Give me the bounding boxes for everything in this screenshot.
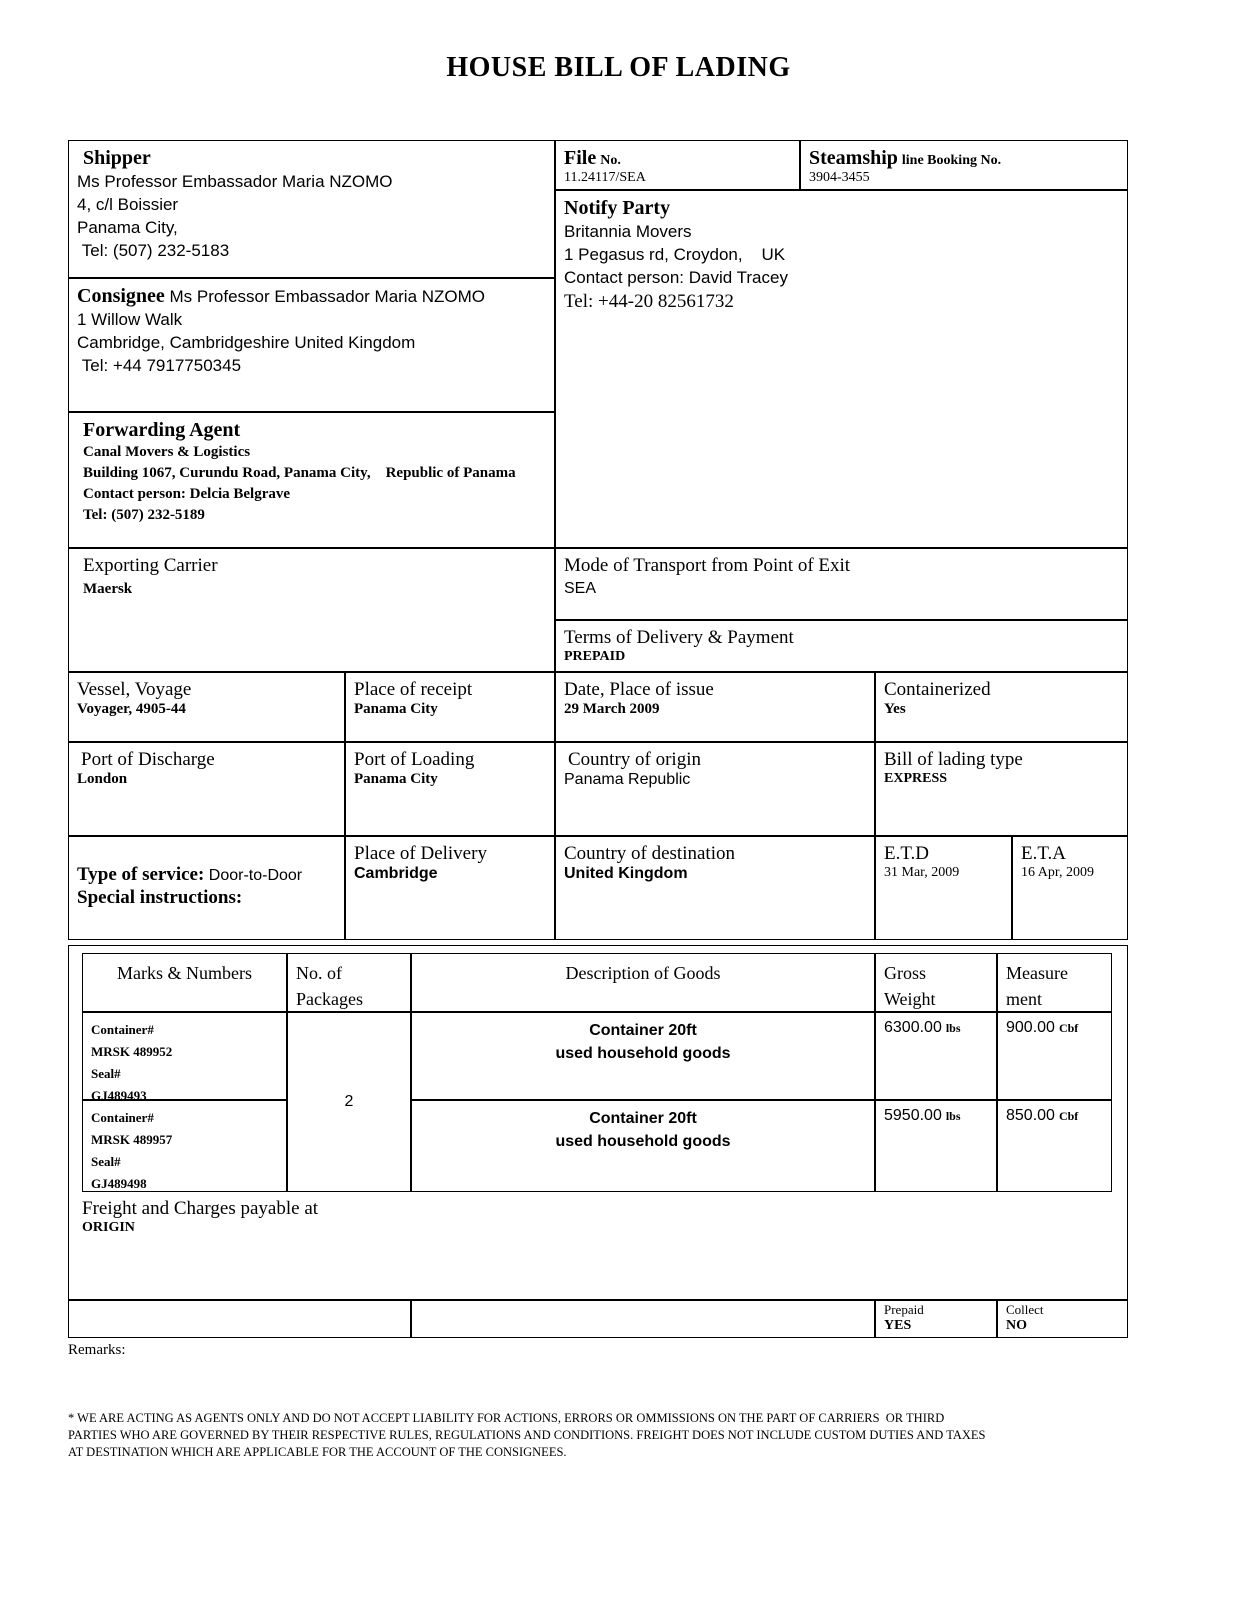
gross-weight-value: 5950.00 (884, 1107, 942, 1124)
notify-party-label: Notify Party (564, 197, 671, 219)
goods-packages-cell (287, 1012, 411, 1192)
consignee-line: Tel: +44 7917750345 (77, 356, 242, 375)
goods-packages-total: 2 (344, 1093, 354, 1110)
measurement-unit: Cbf (1058, 1021, 1079, 1035)
mode-of-transport-label: Mode of Transport from Point of Exit (564, 555, 851, 576)
marks-line: GJ489493 (91, 1088, 147, 1100)
disclaimer-block (68, 1410, 1168, 1461)
shipper-label: Shipper (83, 147, 151, 169)
goods-header-packages-line: Packages (296, 989, 363, 1009)
vessel-voyage-cell (68, 672, 345, 742)
goods-row1-measurement (997, 1012, 1112, 1100)
page-title: HOUSE BILL OF LADING (446, 52, 791, 83)
forwarding-agent-label: Forwarding Agent (83, 419, 241, 441)
goods-header-gross (875, 953, 997, 1012)
file-no-cell (555, 140, 800, 190)
country-of-destination-label: Country of destination (564, 843, 735, 864)
marks-line: Container# (91, 1022, 154, 1037)
mode-of-transport-cell (555, 548, 1128, 620)
freight-payable-value: ORIGIN (82, 1220, 135, 1235)
shipper-line: Ms Professor Embassador Maria NZOMO (77, 172, 393, 191)
mode-of-transport-value: SEA (564, 580, 597, 597)
bottom-row-empty-cell (411, 1300, 875, 1338)
country-of-destination-cell (555, 836, 875, 940)
goods-header-gross-line: Gross (884, 963, 927, 983)
notify-party-line: 1 Pegasus rd, Croydon, UK (564, 245, 786, 264)
bill-of-lading-type-value: EXPRESS (884, 771, 948, 786)
goods-header-marks (82, 953, 287, 1012)
eta-cell (1012, 836, 1128, 940)
consignee-cell (68, 278, 555, 412)
bottom-row-empty-cell (68, 1300, 411, 1338)
forwarding-agent-line: Contact person: Delcia Belgrave (83, 486, 291, 502)
notify-party-tel: Tel: +44-20 82561732 (564, 291, 734, 312)
prepaid-value: YES (884, 1318, 912, 1333)
port-of-loading-label: Port of Loading (354, 749, 475, 770)
steamship-label-small: line Booking No. (901, 153, 1002, 168)
place-of-receipt-label: Place of receipt (354, 679, 473, 700)
goods-header-marks-label: Marks & Numbers (117, 963, 252, 983)
country-of-origin-label: Country of origin (568, 749, 701, 770)
remarks-label: Remarks: (68, 1342, 126, 1358)
goods-row1-gross (875, 1012, 997, 1100)
prepaid-cell (875, 1300, 997, 1338)
place-of-delivery-cell (345, 836, 555, 940)
shipper-line: Panama City, (77, 218, 178, 237)
country-of-origin-cell (555, 742, 875, 836)
consignee-label: Consignee (77, 285, 165, 307)
description-line: used household goods (555, 1045, 731, 1062)
forwarding-agent-line: Tel: (507) 232-5189 (83, 507, 205, 523)
forwarding-agent-line: Building 1067, Curundu Road, Panama City, Republic of Panama (83, 465, 516, 481)
measurement-value: 850.00 (1006, 1107, 1055, 1124)
eta-label: E.T.A (1021, 843, 1067, 864)
steamship-booking-value: 3904-3455 (809, 170, 870, 185)
goods-row2-gross (875, 1100, 997, 1192)
description-line: Container 20ft (589, 1022, 697, 1039)
bill-of-lading-type-label: Bill of lading type (884, 749, 1023, 770)
terms-value: PREPAID (564, 649, 626, 664)
disclaimer-line: * WE ARE ACTING AS AGENTS ONLY AND DO NOT ACCEPT LIABILITY FOR ACTIONS, ERRORS OR OMMISSIONS ON THE PART OF CARRIERS OR THIRD (68, 1411, 945, 1425)
steamship-label: Steamship (809, 147, 898, 169)
port-of-loading-cell (345, 742, 555, 836)
forwarding-agent-cell (68, 412, 555, 548)
goods-header-measurement (997, 953, 1112, 1012)
consignee-line: 1 Willow Walk (77, 310, 183, 329)
notify-party-line: Britannia Movers (564, 222, 692, 241)
type-of-service-label: Type of service: (77, 864, 205, 885)
date-place-of-issue-label: Date, Place of issue (564, 679, 714, 700)
shipper-line: Tel: (507) 232-5183 (77, 241, 230, 260)
place-of-delivery-value: Cambridge (354, 865, 438, 882)
port-of-loading-value: Panama City (354, 771, 438, 787)
etd-cell (875, 836, 1012, 940)
notify-party-line: Contact person: David Tracey (564, 268, 788, 287)
collect-label: Collect (1006, 1302, 1044, 1317)
measurement-unit: Cbf (1058, 1109, 1079, 1123)
port-of-discharge-value: London (77, 771, 128, 787)
measurement-value: 900.00 (1006, 1019, 1055, 1036)
goods-row2-measurement (997, 1100, 1112, 1192)
etd-value: 31 Mar, 2009 (884, 865, 960, 880)
description-line: Container 20ft (589, 1110, 697, 1127)
date-place-of-issue-cell (555, 672, 875, 742)
country-of-destination-value: United Kingdom (564, 865, 688, 882)
exporting-carrier-value: Maersk (83, 581, 133, 597)
vessel-voyage-value: Voyager, 4905-44 (77, 701, 186, 717)
shipper-cell (68, 140, 555, 278)
freight-payable-block (82, 1198, 682, 1236)
disclaimer-line: AT DESTINATION WHICH ARE APPLICABLE FOR THE ACCOUNT OF THE CONSIGNEES. (68, 1445, 567, 1459)
marks-line: GJ489498 (91, 1176, 147, 1191)
collect-value: NO (1006, 1318, 1027, 1333)
shipper-line: 4, c/l Boissier (77, 195, 179, 214)
consignee-name: Ms Professor Embassador Maria NZOMO (164, 287, 486, 306)
marks-line: Seal# (91, 1154, 121, 1169)
goods-header-description-label: Description of Goods (565, 963, 721, 983)
file-no-value: 11.24117/SEA (564, 170, 646, 185)
type-of-service-cell (68, 836, 345, 940)
port-of-discharge-cell (68, 742, 345, 836)
containerized-value: Yes (884, 701, 906, 717)
marks-line: MRSK 489957 (91, 1132, 173, 1147)
consignee-line: Cambridge, Cambridgeshire United Kingdom (77, 333, 416, 352)
file-no-label-small: No. (600, 153, 621, 168)
goods-header-measurement-line: ment (1006, 989, 1042, 1009)
place-of-receipt-cell (345, 672, 555, 742)
description-line: used household goods (555, 1133, 731, 1150)
vessel-voyage-label: Vessel, Voyage (77, 679, 192, 700)
bill-of-lading-type-cell (875, 742, 1128, 836)
marks-line: MRSK 489952 (91, 1044, 173, 1059)
date-place-of-issue-value: 29 March 2009 (564, 701, 660, 717)
gross-weight-value: 6300.00 (884, 1019, 942, 1036)
forwarding-agent-line: Canal Movers & Logistics (83, 444, 251, 460)
goods-row1-description (411, 1012, 875, 1100)
eta-value: 16 Apr, 2009 (1021, 865, 1094, 880)
port-of-discharge-label: Port of Discharge (81, 749, 215, 770)
goods-row2-marks (82, 1100, 287, 1192)
prepaid-label: Prepaid (884, 1302, 924, 1317)
goods-header-measurement-line: Measure (1006, 963, 1068, 983)
disclaimer-line: PARTIES WHO ARE GOVERNED BY THEIR RESPECTIVE RULES, REGULATIONS AND CONDITIONS. FREIGHT DOES NOT INCLUDE CUSTOM DUTIES AND TAXES (68, 1428, 986, 1442)
freight-payable-label: Freight and Charges payable at (82, 1198, 319, 1219)
etd-label: E.T.D (884, 843, 930, 864)
goods-row2-description (411, 1100, 875, 1192)
gross-weight-unit: lbs (945, 1021, 961, 1035)
steamship-booking-cell (800, 140, 1128, 190)
marks-line: Seal# (91, 1066, 121, 1081)
goods-header-gross-line: Weight (884, 989, 936, 1009)
place-of-receipt-value: Panama City (354, 701, 438, 717)
exporting-carrier-label: Exporting Carrier (83, 555, 218, 576)
gross-weight-unit: lbs (945, 1109, 961, 1123)
type-of-service-value: Door-to-Door (204, 867, 303, 884)
containerized-label: Containerized (884, 679, 991, 700)
country-of-origin-value: Panama Republic (564, 771, 691, 788)
file-no-label: File (564, 147, 597, 169)
goods-header-packages-line: No. of (296, 963, 342, 983)
containerized-cell (875, 672, 1128, 742)
goods-row1-marks (82, 1012, 287, 1100)
terms-cell (555, 620, 1128, 672)
special-instructions-label: Special instructions: (77, 887, 243, 908)
collect-cell (997, 1300, 1128, 1338)
notify-party-cell (555, 190, 1128, 548)
goods-header-description (411, 953, 875, 1012)
exporting-carrier-cell (68, 548, 555, 672)
goods-header-packages (287, 953, 411, 1012)
place-of-delivery-label: Place of Delivery (354, 843, 487, 864)
marks-line: Container# (91, 1110, 154, 1125)
terms-label: Terms of Delivery & Payment (564, 627, 794, 648)
